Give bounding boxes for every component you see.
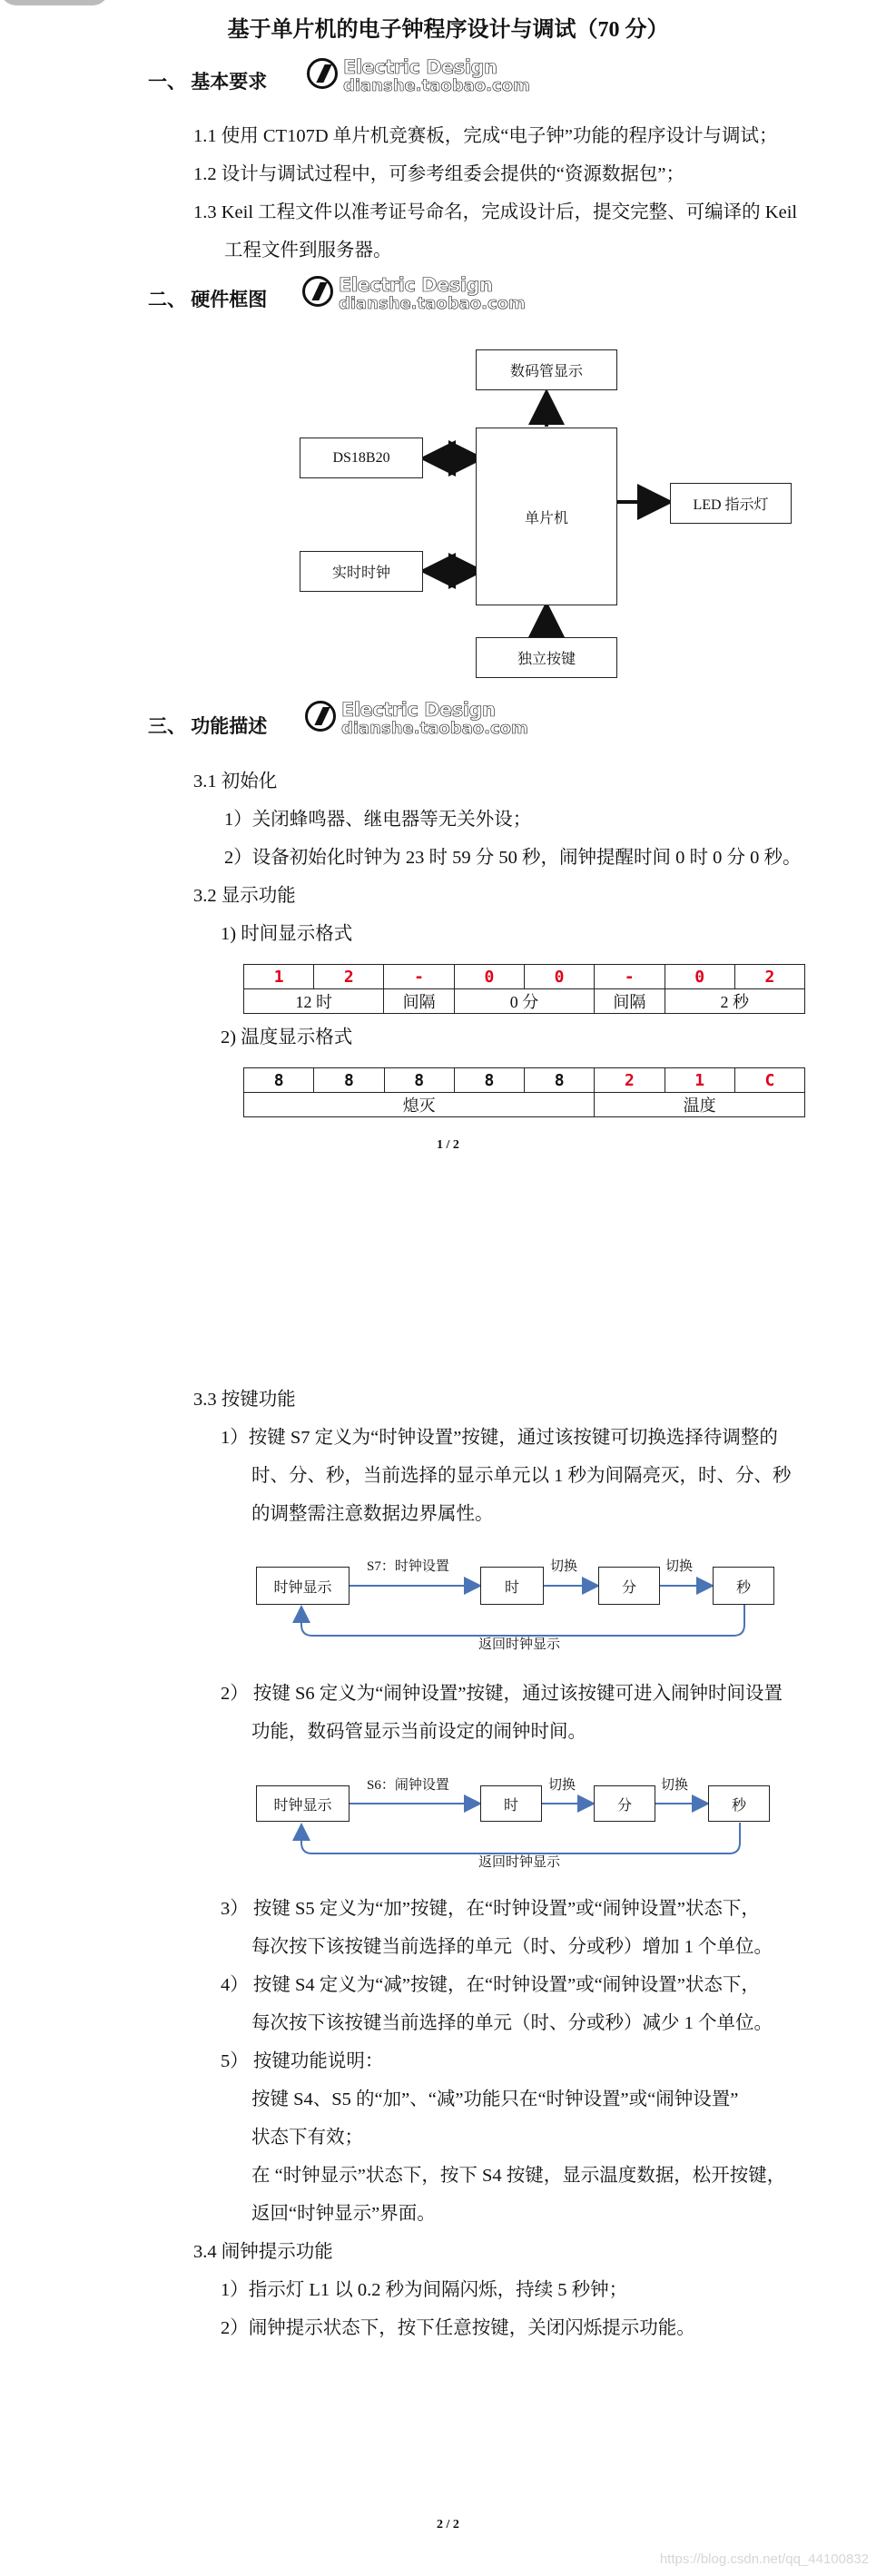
init-item-1: 1）关闭蜂鸣器、继电器等无关外设；: [224, 810, 532, 830]
csdn-watermark: https://blog.csdn.net/qq_44100832: [659, 2551, 869, 2567]
watermark-line1: Electric Design: [339, 274, 493, 296]
key5-line2: 按键 S4、S5 的“加”、“减”功能只在“时钟设置”或“闹钟设置”: [251, 2089, 739, 2109]
block-display: 数码管显示: [476, 349, 617, 390]
display-title: 3.2 显示功能: [193, 886, 296, 906]
watermark-line2: dianshe.taobao.com: [341, 719, 528, 738]
flow1-edge: S7：时钟设置: [367, 1559, 449, 1574]
watermark-line1: Electric Design: [341, 699, 496, 721]
digit-cell: -: [595, 965, 665, 989]
digit-cell: 8: [384, 1068, 454, 1093]
section-heading-basic: 一、 基本要求: [148, 71, 268, 93]
digit-cell: 0: [665, 965, 734, 989]
flow1-hour: 时: [480, 1567, 544, 1605]
label-cell: 0 分: [454, 989, 594, 1014]
key5-line3: 状态下有效；: [251, 2128, 363, 2148]
digit-cell: C: [734, 1068, 804, 1093]
key1-line1: 1）按键 S7 定义为“时钟设置”按键，通过该按键可切换选择待调整的: [221, 1428, 778, 1448]
alarm-item-2: 2）闹钟提示状态下，按下任意按键，关闭闪烁提示功能。: [221, 2318, 695, 2338]
key4-line2: 每次按下该按键当前选择的单元（时、分或秒）减少 1 个单位。: [251, 2013, 773, 2033]
label-cell: 12 时: [244, 989, 384, 1014]
flow2-switch-2: 切换: [661, 1778, 689, 1793]
digit-cell: 1: [665, 1068, 734, 1093]
time-format-label: 1) 时间显示格式: [221, 924, 353, 944]
flow2-second: 秒: [708, 1785, 770, 1822]
label-cell: 温度: [595, 1093, 805, 1117]
label-cell: 熄灭: [244, 1093, 595, 1117]
req-item-3-cont: 工程文件到服务器。: [224, 241, 392, 261]
key5-line4: 在 “时钟显示”状态下，按下 S4 按键，显示温度数据，松开按键，: [251, 2166, 786, 2186]
req-item-1: 1.1 使用 CT107D 单片机竞赛板，完成“电子钟”功能的程序设计与调试；: [193, 126, 778, 146]
key4-line1: 4） 按键 S4 定义为“减”按键，在“时钟设置”或“闹钟设置”状态下，: [221, 1975, 760, 1995]
key2-line1: 2） 按键 S6 定义为“闹钟设置”按键，通过该按键可进入闹钟时间设置: [221, 1684, 783, 1704]
watermark-line1: Electric Design: [343, 56, 497, 78]
digit-cell: 0: [524, 965, 594, 989]
init-item-2: 2）设备初始化时钟为 23 时 59 分 50 秒，闹钟提醒时间 0 时 0 分 0 秒。: [224, 848, 802, 868]
label-cell: 2 秒: [665, 989, 805, 1014]
key-title: 3.3 按键功能: [193, 1390, 296, 1410]
block-rtc: 实时时钟: [300, 551, 423, 592]
key1-line2: 时、分、秒，当前选择的显示单元以 1 秒为间隔亮灭，时、分、秒: [251, 1466, 792, 1486]
section-heading-function: 三、 功能描述: [148, 715, 268, 737]
flow2-edge: S6：闹钟设置: [367, 1778, 449, 1793]
key2-line2: 功能，数码管显示当前设定的闹钟时间。: [251, 1722, 586, 1742]
digit-cell: -: [384, 965, 454, 989]
key3-line1: 3） 按键 S5 定义为“加”按键，在“时钟设置”或“闹钟设置”状态下，: [221, 1899, 760, 1919]
flow1-switch-1: 切换: [550, 1559, 578, 1574]
digit-cell: 8: [525, 1068, 595, 1093]
label-cell: 间隔: [384, 989, 454, 1014]
digit-cell: 8: [454, 1068, 524, 1093]
block-led: LED 指示灯: [670, 483, 792, 524]
section-heading-hardware: 二、 硬件框图: [148, 289, 268, 310]
flow2-back: 返回时钟显示: [478, 1855, 561, 1870]
flow1-second: 秒: [713, 1567, 774, 1605]
digit-cell: 1: [244, 965, 314, 989]
flow2-hour: 时: [480, 1785, 542, 1822]
page-number-2: 2 / 2: [437, 2518, 459, 2532]
flow1-back: 返回时钟显示: [478, 1637, 561, 1652]
key3-line2: 每次按下该按键当前选择的单元（时、分或秒）增加 1 个单位。: [251, 1937, 773, 1957]
flow2-start: 时钟显示: [256, 1785, 350, 1822]
flow1-start: 时钟显示: [256, 1567, 350, 1605]
watermark-line2: dianshe.taobao.com: [339, 294, 526, 313]
block-mcu: 单片机: [476, 428, 617, 605]
req-item-2: 1.2 设计与调试过程中，可参考组委会提供的“资源数据包”；: [193, 164, 684, 184]
digit-cell: 8: [244, 1068, 314, 1093]
alarm-item-1: 1）指示灯 L1 以 0.2 秒为间隔闪烁，持续 5 秒钟；: [221, 2280, 628, 2300]
digit-cell: 8: [314, 1068, 384, 1093]
digit-cell: 2: [595, 1068, 665, 1093]
page-title: 基于单片机的电子钟程序设计与调试（70 分）: [227, 18, 669, 42]
key5-line1: 5） 按键功能说明：: [221, 2051, 384, 2071]
flow2-minute: 分: [594, 1785, 655, 1822]
digit-cell: 2: [314, 965, 384, 989]
key1-line3: 的调整需注意数据边界属性。: [251, 1504, 494, 1524]
flow2-switch-1: 切换: [548, 1778, 576, 1793]
init-title: 3.1 初始化: [193, 772, 278, 791]
key5-line5: 返回“时钟显示”界面。: [251, 2204, 436, 2224]
block-ds18b20: DS18B20: [300, 438, 423, 478]
label-cell: 间隔: [595, 989, 665, 1014]
page-number-1: 1 / 2: [437, 1138, 459, 1152]
block-keys: 独立按键: [476, 637, 617, 678]
digit-cell: 0: [454, 965, 524, 989]
temp-format-label: 2) 温度显示格式: [221, 1027, 353, 1047]
watermark-line2: dianshe.taobao.com: [343, 76, 530, 95]
req-item-3: 1.3 Keil 工程文件以准考证号命名，完成设计后，提交完整、可编译的 Keil: [193, 202, 798, 222]
flow1-minute: 分: [598, 1567, 660, 1605]
alarm-title: 3.4 闹钟提示功能: [193, 2242, 333, 2262]
flow1-switch-2: 切换: [665, 1559, 694, 1574]
digit-cell: 2: [734, 965, 804, 989]
